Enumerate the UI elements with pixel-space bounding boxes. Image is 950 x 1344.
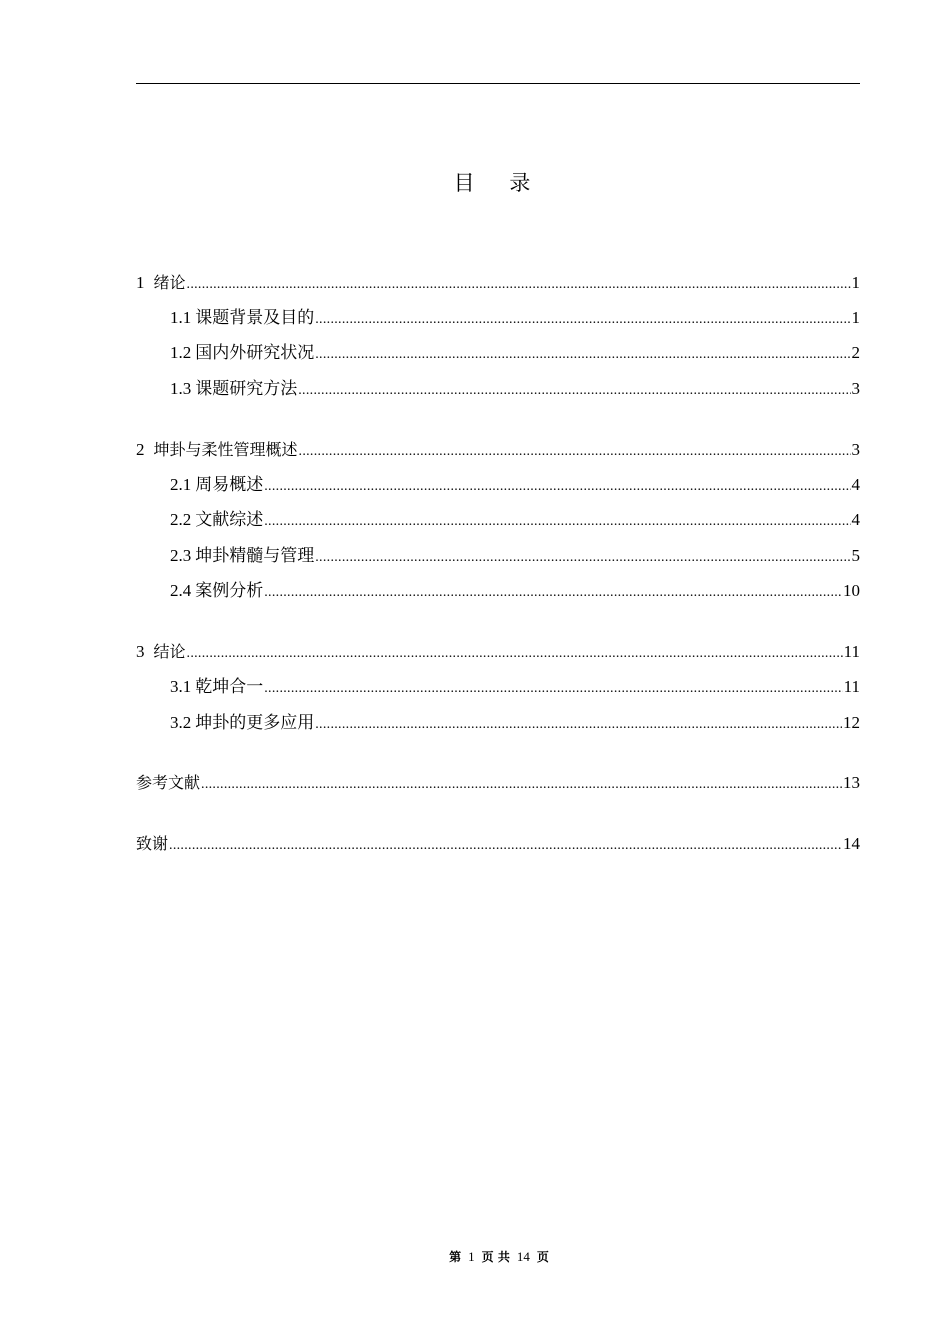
toc-entry-title: 国内外研究状况 — [195, 343, 315, 362]
toc-entry-page-number: 1 — [851, 273, 860, 292]
toc-entry-title: 坤卦精髓与管理 — [195, 546, 315, 565]
toc-entry[interactable] — [136, 437, 860, 463]
toc-entry[interactable] — [170, 305, 860, 331]
toc-dot-leader — [315, 307, 850, 333]
toc-entry-number: 2 — [136, 440, 145, 459]
page-footer — [0, 1248, 950, 1266]
toc-entry-number: 2.3 — [170, 546, 192, 565]
toc-entry-number: 3.2 — [170, 713, 192, 732]
toc-entry-page-number: 10 — [843, 581, 860, 600]
toc-entry-page-number: 14 — [843, 834, 860, 853]
toc-entry-number: 3.1 — [170, 677, 192, 696]
toc-entry-title: 坤卦与柔性管理概述 — [153, 440, 298, 459]
toc-entry-page-number: 4 — [851, 510, 860, 529]
footer-total-pages: 14 — [516, 1249, 530, 1264]
toc-entry-page-number: 11 — [843, 642, 860, 661]
toc-entry-title: 课题研究方法 — [195, 379, 298, 398]
toc-dot-leader — [315, 712, 842, 738]
footer-current-page: 1 — [468, 1249, 475, 1264]
toc-entry[interactable] — [170, 578, 860, 604]
toc-dot-leader — [264, 509, 850, 535]
footer-prefix: 第 — [449, 1250, 462, 1264]
toc-entry[interactable] — [170, 507, 860, 533]
toc-entry[interactable] — [136, 270, 860, 296]
toc-entry-page-number: 5 — [851, 546, 860, 565]
toc-entry-title: 周易概述 — [195, 475, 264, 494]
footer-suffix: 页 — [536, 1250, 549, 1264]
toc-entry[interactable] — [136, 639, 860, 665]
toc-entry[interactable] — [136, 770, 860, 796]
toc-entry-page-number: 2 — [851, 343, 860, 362]
toc-entry-page-number: 4 — [851, 475, 860, 494]
toc-entry-title: 致谢 — [136, 834, 169, 853]
toc-entry-page-number: 13 — [843, 773, 860, 792]
toc-entry[interactable] — [170, 674, 860, 700]
toc-entry[interactable] — [136, 831, 860, 857]
toc-entry-title: 课题背景及目的 — [195, 308, 315, 327]
toc-entry-number: 1.1 — [170, 308, 192, 327]
toc-entry-title: 坤卦的更多应用 — [195, 713, 315, 732]
toc-entry-page-number: 11 — [843, 677, 860, 696]
toc-entry-title: 案例分析 — [195, 581, 264, 600]
toc-entry-number: 2.4 — [170, 581, 192, 600]
toc-dot-leader — [169, 833, 842, 859]
toc-dot-leader — [298, 378, 850, 404]
toc-entry-title: 文献综述 — [195, 510, 264, 529]
toc-entry[interactable] — [170, 543, 860, 569]
toc-entry-title: 结论 — [153, 642, 186, 661]
toc-entry-number: 2.1 — [170, 475, 192, 494]
toc-entry-title: 参考文献 — [136, 773, 201, 792]
toc-entry-title: 乾坤合一 — [195, 677, 264, 696]
toc-entry[interactable] — [170, 376, 860, 402]
header-rule — [136, 83, 860, 84]
toc-dot-leader — [187, 641, 843, 667]
toc-entry-number: 1 — [136, 273, 145, 292]
toc-entry[interactable] — [170, 340, 860, 366]
toc-entry-title: 绪论 — [153, 273, 186, 292]
toc-dot-leader — [264, 676, 842, 702]
toc-entry-page-number: 3 — [851, 379, 860, 398]
footer-middle: 页 共 — [481, 1250, 510, 1264]
toc-dot-leader — [315, 342, 850, 368]
toc-dot-leader — [264, 474, 850, 500]
toc-entry-number: 2.2 — [170, 510, 192, 529]
toc-dot-leader — [315, 545, 850, 571]
toc-dot-leader — [187, 272, 851, 298]
toc-dot-leader — [201, 772, 842, 798]
toc-entry-number: 1.3 — [170, 379, 192, 398]
toc-entry-number: 3 — [136, 642, 145, 661]
toc-dot-leader — [299, 439, 851, 465]
toc-title: 目 录 — [453, 171, 545, 195]
toc-entry-number: 1.2 — [170, 343, 192, 362]
toc-entry-page-number: 1 — [851, 308, 860, 327]
toc-entry-page-number: 12 — [843, 713, 860, 732]
toc-dot-leader — [264, 580, 842, 606]
toc-entry-page-number: 3 — [851, 440, 860, 459]
toc-entry[interactable] — [170, 710, 860, 736]
toc-entry[interactable] — [170, 472, 860, 498]
